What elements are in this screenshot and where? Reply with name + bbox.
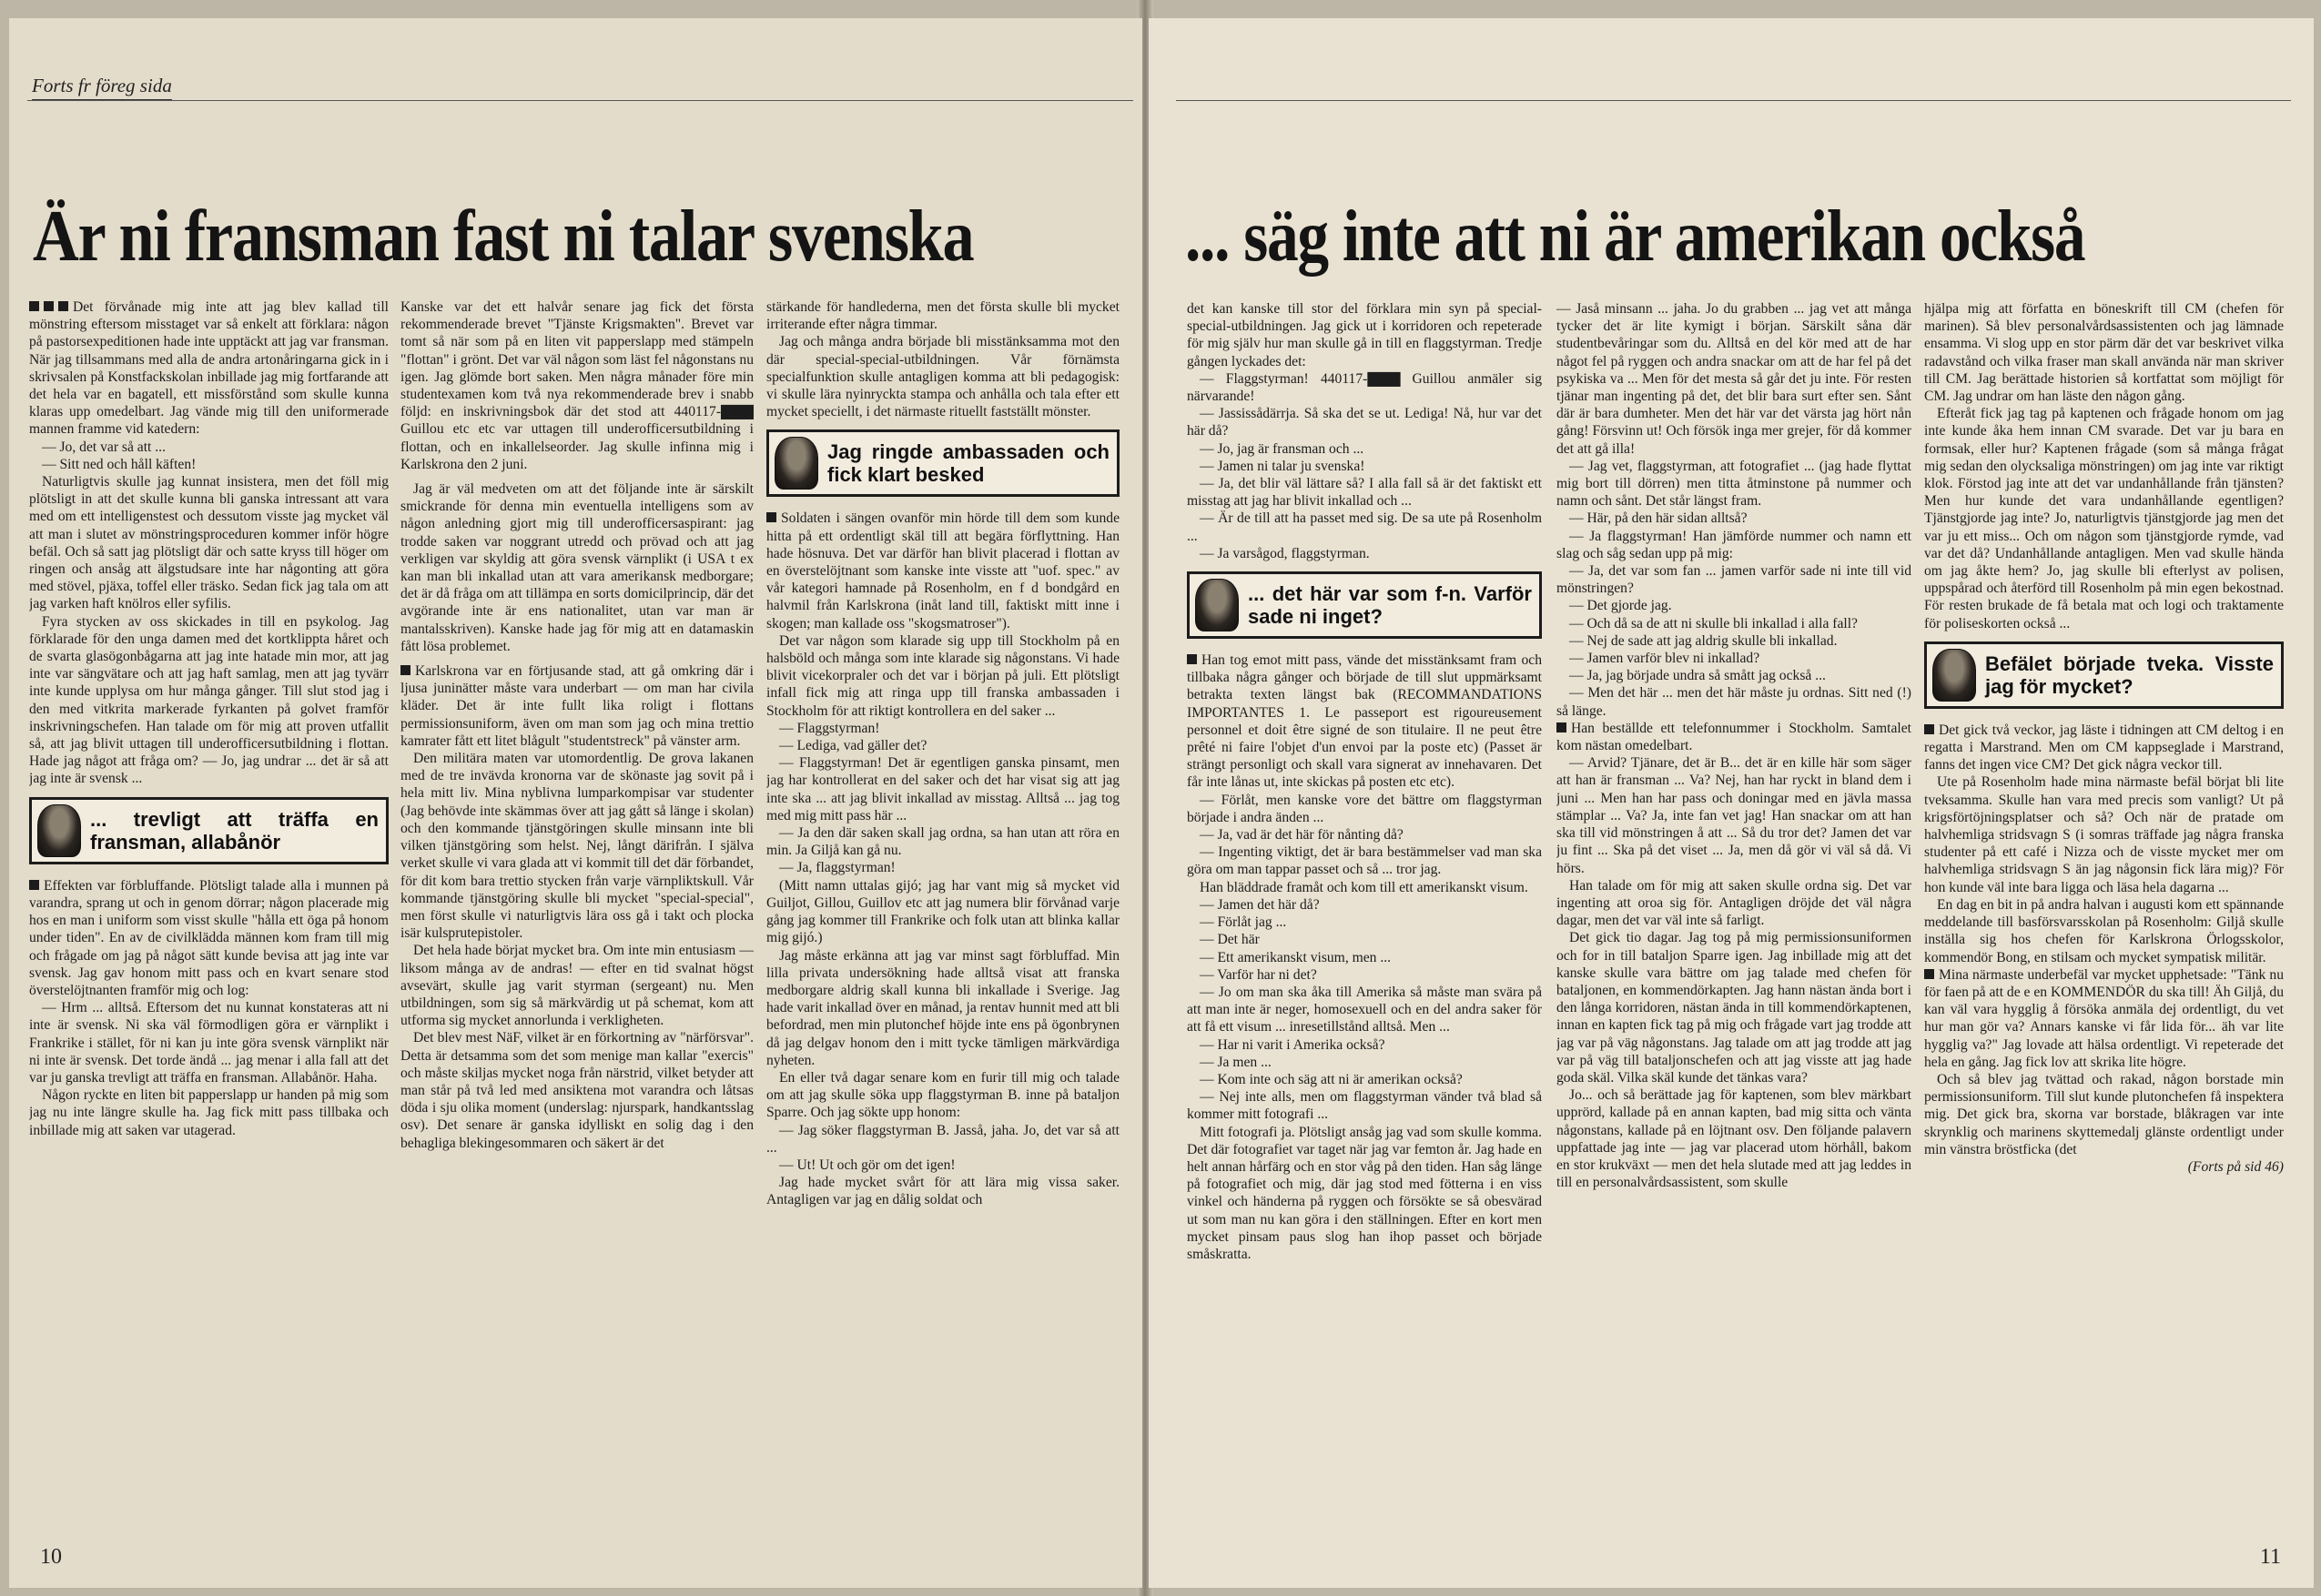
dialogue-line: — Flaggstyrman! (779, 720, 880, 736)
paragraph: Mina närmaste underbefäl var mycket upphetsade: "Tänk nu för faen på att de e en KOMMENDÖR du ska till! Äh Giljå, du kan väl vara hygglig å försöka anmäla dej ordentligt, du vet hur man gör va? Annars kanske vi får lida för... äh var lite hygglig va?" Jag lovade att hälsa ordentligt. Vi repeterade det hela en gång. Jag fick lov att skrika lite högre. (1924, 966, 2284, 1070)
dialogue-line: — Kom inte och säg att ni är amerikan också? (1200, 1071, 1463, 1087)
paragraph: Det gick två veckor, jag läste i tidningen att CM deltog i en regatta i Marstrand. Men om CM kappseglade i Marstrand, fanns det ingen vice CM? Det gick några veckor till. (1924, 722, 2284, 773)
paragraph: Jo... och så berättade jag för kaptenen, som blev märkbart upprörd, kallade på en annan kapten, bad mig sitta och vänta någonstans, kallade på en löjtnant osv. Den följande palavern uppfattade jag inte — jag var placerad utom hörhåll, bakom en stor krukväxt — men det hela slutade med att jag leddes in till en personalvårdsassistent, som skulle (1556, 1087, 1911, 1191)
bullet-square-icon (766, 512, 776, 522)
paragraph: Efteråt fick jag tag på kaptenen och frågade honom om jag inte kunde åka hem innan CM svarade. Det var ju bara en formsak, eller hur? Kaptenen frågade (som så många frågat mig sedan den olycksaliga mönstringen) om jag inte var riktigt klok. Förstod jag inte att det var undanhållande från tjänsten? Men hur kunde det vara undanhållande egentligen? Tjänstgjorde jag inte? Jo, naturligtvis tjänstgjorde jag men det var ju ett miss... Och om någon som tjänstgjorde rymde, vad var det då? Undanhållande antagligen. Men vad skulle hända om jag åkte hem? Jo, jag skulle bli efterlyst av polisen, uppspårad och återförd till Rosenholm på min egen bekostnad. För resten brukade de få betala mat och logi och traktamente för poliseskorten också ... (1924, 406, 2284, 631)
dialogue-line: — Jo, det var så att ... (42, 439, 166, 455)
dialogue-line: — Jag vet, flaggstyrman, att fotografiet ... (jag hade flyttat mig bort till dörren) men titta åtminstone på nummer och namn och sånt. Det står längst fram. (1556, 458, 1911, 510)
paragraph: stärkande för handlederna, men det första skulle bli mycket irriterande efter några timmar. (766, 299, 1120, 333)
paragraph: Ute på Rosenholm hade mina närmaste befäl börjat bli lite tveksamma. Skulle han vara med precis som vanligt? Ut på krigsförtöjningsplatser och så? Och när de pratade om halvhemliga stridsvagn S (i somras träffade jag några franska studenter på ett café i Nizza och de visste mycket mer om halvhemliga stridsvagn S än jag någonsin fick lära mig)? För hon kunde väl inte bara ligga och läsa hela dagarna ... (1924, 774, 2284, 895)
dialogue-line: — Och då sa de att ni skulle bli inkallad i alla fall? (1569, 615, 1858, 631)
dialogue-line: — Ja, jag började undra så smått jag också ... (1569, 668, 1826, 684)
paragraph: hjälpa mig att författa en böneskrift till CM (chefen för marinen). Så blev personalvårdsassistenten och jag lämnade ensamma. Vi slog upp en stor pärm där det var beskrivet vilka radavstånd och vilka fraser man skall använda när man skriver till CM. Jag berättade historien så kortfattat som möjligt för CM. Jag undrar om han läste den någon gång. (1924, 301, 2284, 405)
column-5 (1556, 300, 1911, 1480)
paragraph: Jag och många andra började bli misstänksamma mot den där special-special-utbildningen. Vår förnämsta specialfunktion skulle antagligen komma att bli pedagogisk: vi skulle lära nyinryckta stampa och anhålla och tala efter ett mycket speciellt, i det närmaste rituellt fastställt mönster. (766, 334, 1120, 420)
dialogue-line: — Flaggstyrman! 440117-▇▇▇ Guillou anmäler sig närvarande! (1187, 370, 1542, 405)
paragraph: (Mitt namn uttalas gijó; jag har vant mig så mycket vid Guiljot, Gillou, Guillov etc att jag numera blir förvånad varje gång jag kommer till Frankrike och folk utan att blinka kallar mig gijó.) (766, 877, 1120, 946)
portrait-photo (1195, 579, 1239, 631)
paragraph: Det var någon som klarade sig upp till Stockholm på en halsböld och många som inte klarade sig någonstans. Vi hade blivit vicekorpraler och det var i början på juli. Ett plötsligt infall fick mig att ringa upp till franska ambassaden i Stockholm för att riktigt kontrollera en del saker ... (766, 632, 1120, 719)
paragraph: Soldaten i sängen ovanför min hörde till dem som kunde hitta på ett ordentligt skäl till att begära förflyttning. Han hade hösnuva. Det var därför han blivit placerad i flottan av en överstelöjtnant som kanske inte visste att "uof. spec." av vår kategori hamnade på Rosenholm, en f d bondgård en halvmil från Karlskrona (inåt land till, faktiskt mitt inne i skogen; man kallade oss "skogsmatroser"). (766, 510, 1120, 631)
paragraph: Och så blev jag tvättad och rakad, någon borstade min permissionsuniform. Till slut kunde plutonchefen få inspektera mig. Det gick bra, skorna var borstade, blåkragen var inte skrynklig och marinens skyttemedalj glänste ordentligt under min vänstra bröstficka (det (1924, 1071, 2284, 1157)
paragraph: Kanske var det ett halvår senare jag fick det första rekommenderade brevet "Tjänste Krigsmakten". Brevet var tomt så när som på en liten vit papperslapp med stämpeln "flottan" i grönt. Det var väl någon som läst fel någonstans nu igen. Jag glömde bort saken. Men några månader före min studentexamen kom två nya rekommenderade brev i snabb följd: en inskrivningsbok där det stod att 440117-▇▇▇ Guillou etc etc var uttagen till underofficersutbildning i flottan, och en inkallelseorder. Jag skulle infinna mig i Karlskrona den 2 juni. (400, 299, 754, 472)
dialogue-line: — Jamen varför blev ni inkallad? (1569, 651, 1760, 667)
dialogue-line: — Ja varsågod, flaggstyrman. (1200, 545, 1370, 561)
paragraph: En eller två dagar senare kom en furir till mig och talade om att jag skulle söka upp flaggstyrman B. inne på bataljon Sparre. Och jag sökte upp honom: (766, 1069, 1120, 1121)
paragraph: — Jaså minsann ... jaha. Jo du grabben ... jag vet att många tycker det är lite kymigt i början. Särskilt såna där studentbevåringar som du. Alltså en del kör med att de har något fel på ryggen och andra snackar om att de har fel på det psykiska va ... Men för det mesta så går det ju inte. För resten tjänar man ingenting på det, det blir bara surt efter sen. Sånt där är bara dumheter. Men det här var det värsta jag hört nån gång! Försvinn ut! Och försök inga mer grejer, för då kommer det att gå illa! (1556, 301, 1911, 457)
dialogue-line: — Jamen det här då? (1200, 896, 1320, 913)
page-number-right: 11 (2259, 1545, 2281, 1569)
paragraph: Den militära maten var utomordentlig. De grova lakanen med de tre invävda kronorna var de skönaste jag sovit på i hela mitt liv. Mina nyblivna lumparkompisar var studenter (Jag behövde inte skämmas över att jag gått så länge i skolan) och den kommande tjänstgöringen skulle minsann inte bli vilken tjänstgöring som helst. Nej, långt därifrån. I själva verket skulle vi vara glada att vi kommit till det där förbandet, för dit kom bara trettio stycken från varje värnpliktskull. Vår kommande tjänstgöring skulle bli mycket "special-special", men först skulle vi naturligtvis lära oss gå i takt och plocka isär kulsprutepistoler. (400, 751, 754, 942)
dialogue-line: — Varför har ni det? (1200, 966, 1317, 983)
paragraph: — Hrm ... alltså. Eftersom det nu kunnat konstateras att ni inte är svensk. Ni ska väl förmodligen göra er värnplikt i Frankrike i stället, för ni kan ju inte göra svensk värnplikt när ni inte är svensk. Det torde ändå ... jag menar i alla fall att det var ju ganska trevligt att träffa en fransman. Allabånör. Haha. (29, 1000, 389, 1086)
paragraph: Han bläddrade framåt och kom till ett amerikanskt visum. (1200, 879, 1528, 895)
pull-quote-text: ... det här var som f-n. Varför sade ni inget? (1248, 582, 1532, 629)
dialogue-line: — Ut! Ut och gör om det igen! (779, 1157, 956, 1173)
dialogue-line: — Nej inte alls, men om flaggstyrman vänder två blad så kommer mitt fotografi ... (1187, 1089, 1542, 1123)
dialogue-line: — Ja, det blir väl lättare så? I alla fall så är det faktiskt ett misstag att jag har blivit inkallad och ... (1187, 476, 1542, 510)
pull-quote-box (1187, 571, 1542, 639)
dialogue-line: — Ja, vad är det här för nånting då? (1200, 827, 1404, 843)
headline-left: Är ni fransman fast ni talar svenska (33, 197, 974, 277)
dialogue-line: — Ja flaggstyrman! Han jämförde nummer och namn ett slag och såg sedan upp på mig: (1556, 528, 1911, 561)
paragraph: Någon ryckte en liten bit papperslapp ur handen på mig som jag nu inte längre skulle ha. Jag fick mitt pass tillbaka och inbillade mig att saken var utagerad. (29, 1087, 389, 1138)
dialogue-line: — Sitt ned och håll käften! (42, 456, 197, 472)
dialogue-line: — Jo om man ska åka till Amerika så måste man svära på att man inte är neger, homosexuell och en del andra saker för att få ett visum ... inresetillstånd alltså. Men ... (1187, 984, 1542, 1035)
dialogue-line: — Förlåt, men kanske vore det bättre om flaggstyrman började i andra änden ... (1187, 792, 1542, 825)
paragraph: Jag måste erkänna att jag var minst sagt förbluffad. Min lilla privata undersökning hade alltså visat att franska medborgare aldrig skall kunna bli inkallade i Sverige. Jag hade varit inkallad över en månad, ja rentav hunnit med att bli befordrad, men min plutonchef höjde inte ens på ögonbrynen då jag delgav honom den i mitt tycke tämligen märkvärdiga nyheten. (766, 947, 1120, 1068)
portrait-photo (775, 437, 818, 490)
dialogue-line: — Ett amerikanskt visum, men ... (1200, 949, 1392, 965)
left-page (9, 18, 1142, 1588)
paragraph: Det hela hade börjat mycket bra. Om inte min entusiasm — liksom många av de andras! — efter en tid svalnat högst avsevärt, skulle jag varit styrman (sergeant) nu. Men utbildningen, som sig så märkvärdig ut på schemat, kom att utforma sig mycket annorlunda i verkligheten. (400, 943, 754, 1029)
dialogue-line: — Ja, flaggstyrman! (779, 860, 896, 876)
portrait-photo (1932, 649, 1976, 702)
dialogue-line: — Jamen ni talar ju svenska! (1200, 458, 1365, 474)
dialogue-line: — Ja men ... (1200, 1054, 1272, 1070)
column-3 (766, 298, 1120, 1480)
bullet-square-icon (1924, 724, 1934, 734)
dialogue-line: — Det här (1200, 932, 1260, 948)
pull-quote-box (766, 429, 1120, 497)
column-1 (29, 298, 389, 1480)
dialogue-line: — Men det här ... men det här måste ju ordnas. Sitt ned (!) så länge. (1556, 685, 1911, 719)
dialogue-line: — Nej de sade att jag aldrig skulle bli inkallad. (1569, 632, 1838, 649)
paragraph: Det gick tio dagar. Jag tog på mig permissionsuniformen och for in till bataljon Sparre igen. Jag inbillade mig att det kanske skulle vara bättre om jag talade med chefen för bataljonen, en kommendörkapten. Jag hann nästan ända bort i den långa korridoren, nästan ända in till kommendörkaptenen, innan en kapten fick tag på mig och frågade vart jag trodde att jag var på väg någonstans. Jag talade om att jag trodde att jag var på väg till bataljonschefen och att jag visste att jag hade goda skäl. Vilka skäl kunde det tänkas vara? (1556, 930, 1911, 1086)
dialogue-line: — Lediga, vad gäller det? (779, 738, 927, 754)
continued-from-label: Forts fr föreg sida (32, 75, 172, 101)
paragraph: Jag är väl medveten om att det följande inte är särskilt smickrande för denna min eventuella intelligens som av någon anledning gjort mig till underofficersaspirant: jag trodde saken var noggrant utredd och prövad och att jag verkligen var skyldig att göra svensk värnplikt (i USA t ex kan man bli inkallad utan att vara amerikansk medborgare; det är då fråga om att tillämpa en sorts domicilprincip, där det avgörande inte är ens nationalitet, utan var man är mantalsskriven). Kanske hade jag för mig att en datamaskin fått lösa problemet. (400, 481, 754, 654)
pull-quote-text: ... trevligt att träffa en fransman, allabånör (90, 807, 379, 854)
paragraph: Effekten var förbluffande. Plötsligt talade alla i munnen på varandra, sprang ut och in genom dörrar; någon placerade mig hos en man i uniform som visst skulle "hålla ett öga på honom under tiden". En av de civilklädda männen kom fram till mig och frågade om jag på något sätt kunde bevisa att jag inte var svensk. Jag gav honom mitt pass och en kvart senare stod överstelöjtnanten framför mig och log: (29, 877, 389, 998)
paragraph: Det förvånade mig inte att jag blev kallad till mönstring eftersom misstaget var så enkelt att förklara: någon på pastorsexpeditionen hade inte upptäckt att jag var fransman. När jag tillsammans med alla de andra artonåringarna gick in i skrivsalen på Konstfackskolan inbillade jag mig fortfarande att det hela var en bagatell, ett missförstånd som skulle kunna klaras upp omedelbart. Jag vände mig till den uniformerade mannen framme vid katedern: (29, 299, 389, 438)
continued-note: (Forts på sid 46) (2187, 1158, 2284, 1175)
paragraph: Naturligtvis skulle jag kunnat insistera, men det föll mig plötsligt in att det skulle kunna bli ganska intressant att vara med om ett intelligenstest och dessutom visste jag mycket väl att man i slutet av mönstringsproceduren kommer inför högre befäl. Och så satt jag plötsligt där och satte kryss till höger om ringen och ansåg att älgstudsare inte har någonting att göra med stövel, pjäxa, toffel eller träsko. Sedan fick jag tala om att jag varken haft knölros eller syfilis. (29, 474, 389, 612)
dialogue-line: — Förlåt jag ... (1200, 914, 1287, 931)
dialogue-line: — Här, på den här sidan alltså? (1569, 510, 1748, 527)
bullet-square-icon (1187, 654, 1197, 664)
pull-quote-text: Befälet började tveka. Visste jag för mycket? (1985, 652, 2274, 698)
dialogue-line: — Det gjorde jag. (1569, 598, 1672, 614)
dialogue-line: — Flaggstyrman! Det är egentligen ganska pinsamt, men jag har kontrollerat en del saker och det har visat sig att jag inte ska ... att jag blivit inkallad av misstag. Alltså ... jag tog med mig mitt pass här ... (766, 755, 1120, 823)
bullet-square-icon (400, 665, 410, 675)
column-6 (1924, 300, 2284, 1480)
dialogue-line: — Är de till att ha passet med sig. De sa ute på Rosenholm ... (1187, 510, 1542, 544)
column-4 (1187, 300, 1542, 1480)
paragraph: Mitt fotografi ja. Plötsligt ansåg jag vad som skulle komma. Det där fotografiet var taget när jag var femton år. Jag hade en helt annan hårfärg och en stor våg på den tiden. Han såg länge på fotografiet och mig, där jag stod med fötterna i en viss vinkel och händerna på ryggen och försökte se så obesvärad ut som man nu kan göra i den ställningen. Efter en kort men mycket pinsam paus slog han ihop passet och började småskratta. (1187, 1124, 1542, 1262)
dialogue-line: — Arvid? Tjänare, det är B... det är en kille här som säger att han är fransman ... Va? Nej, han har ryckt in bland dem i juni ... Men han har pass och doningar med en jävla massa stämplar ... Va? Ja, inte fan vet jag! Han snackar om att han ska till vid mönstringen å att ... Så du tror det? Jamen det var ju fint ... Ska på det viset ... Ja, men då gör vi väl så då. Vi hörs. (1556, 755, 1911, 876)
pull-quote-text: Jag ringde ambassaden och fick klart besked (827, 440, 1110, 487)
column-2 (400, 298, 754, 1480)
headline-right: ... säg inte att ni är amerikan också (1185, 197, 2085, 277)
top-rule (27, 100, 1133, 101)
paragraph: Han tog emot mitt pass, vände det misstänksamt fram och tillbaka några gånger och började de till slut uppmärksamt betrakta texten längst bak (RECOMMANDATIONS IMPORTANTES 1. Le passeport est rigoureusement personnel et doit être signé de son titulaire. Il ne peut être prêté ni faire l'objet d'un envoi par la poste etc) (Passet är strängt personligt och skall vara signerat av innehavaren. Det får inte lånas ut, inte skickas på posten etc etc). (1187, 652, 1542, 791)
bullet-square-icon (44, 301, 54, 311)
top-rule (1176, 100, 2291, 101)
dialogue-line: — Jo, jag är fransman och ... (1200, 440, 1364, 457)
paragraph: Han talade om för mig att saken skulle ordna sig. Det var ingenting att oroa sig för. Antagligen dröjde det väl några dagar, men det var väl inte så farligt. (1556, 877, 1911, 929)
paragraph: det kan kanske till stor del förklara min syn på special-special-utbildningen. Jag gick ut i korridoren och repeterade för mig själv hur man skulle gå in till en flaggstyrman. Tredje gången lyckades det: (1187, 301, 1542, 369)
portrait-photo (37, 804, 81, 857)
dialogue-line: — Jag söker flaggstyrman B. Jasså, jaha. Jo, det var så att ... (766, 1122, 1120, 1156)
bullet-square-icon (29, 880, 39, 890)
pull-quote-box (29, 797, 389, 864)
bullet-square-icon (58, 301, 68, 311)
pull-quote-box (1924, 641, 2284, 709)
right-page (1149, 18, 2314, 1588)
paragraph: Karlskrona var en förtjusande stad, att gå omkring där i ljusa juninätter måste vara underbart — om man har civila kläder. Det är inte fullt lika roligt i flottans permissionsuniform, även om man som jag och mina trettio kamrater fått ett litet blågult "studentstreck" på vänster arm. (400, 663, 754, 749)
paragraph: En dag en bit in på andra halvan i augusti kom ett spännande meddelande till basförsvarsskolan på Rosenholm: Giljå skulle inställa sig hos chefen för Karlskrona Örlogsskolor, kommendör Bong, en stilsam och mycket sympatisk militär. (1924, 896, 2284, 965)
dialogue-line: — Har ni varit i Amerika också? (1200, 1036, 1385, 1053)
dialogue-line: — Jassissådärrja. Så ska det se ut. Lediga! Nå, hur var det här då? (1187, 406, 1542, 439)
dialogue-line: — Ja den där saken skall jag ordna, sa han utan att röra en min. Ja Giljå kan gå nu. (766, 825, 1120, 859)
paragraph: Han beställde ett telefonnummer i Stockholm. Samtalet kom nästan omedelbart. (1556, 720, 1911, 754)
paragraph: Jag hade mycket svårt för att lära mig vissa saker. Antagligen var jag en dålig soldat och (766, 1175, 1120, 1208)
dialogue-line: — Ingenting viktigt, det är bara bestämmelser vad man ska göra om man tappar passet och så ... tror jag. (1187, 844, 1542, 878)
page-number-left: 10 (40, 1545, 62, 1569)
bullet-square-icon (1924, 969, 1934, 979)
paragraph: Det blev mest NäF, vilket är en förkortning av "närförsvar". Detta är detsamma som det som menige man kallar "exercis" och måste skiljas mycket noga från närstrid, vilket betyder att man står på två led med ansiktena mot varandra och låtsas döda i sju olika moment (underslag: njurspark, handkantsslag osv). Det senare är ganska idylliskt en solig dag i den behagliga blekingesommaren och säkert är det (400, 1030, 754, 1151)
bullet-square-icon (29, 301, 39, 311)
dialogue-line: — Ja, det var som fan ... jamen varför sade ni inte till vid mönstringen? (1556, 563, 1911, 597)
paragraph: Fyra stycken av oss skickades in till en psykolog. Jag förklarade för den unga damen med det kortklippta håret och de svarta glasögonbågarna att jag inte hatade min mor, att jag inte var sängvätare och att jag haft samlag, men att jag tyvärr inte kunde upplysa om hur många gånger. Till slut stod jag i den med vitkrita markerade fyrkanten på golvet framför inskrivningschefen. Han talade om för mig att proven utfallit så, att jag blivit uttagen till underofficersutbildning i flottan. Hade jag något att fråga om? — Jo, jag undrar ... det är så att jag inte är svensk ... (29, 613, 389, 787)
bullet-square-icon (1556, 722, 1566, 732)
